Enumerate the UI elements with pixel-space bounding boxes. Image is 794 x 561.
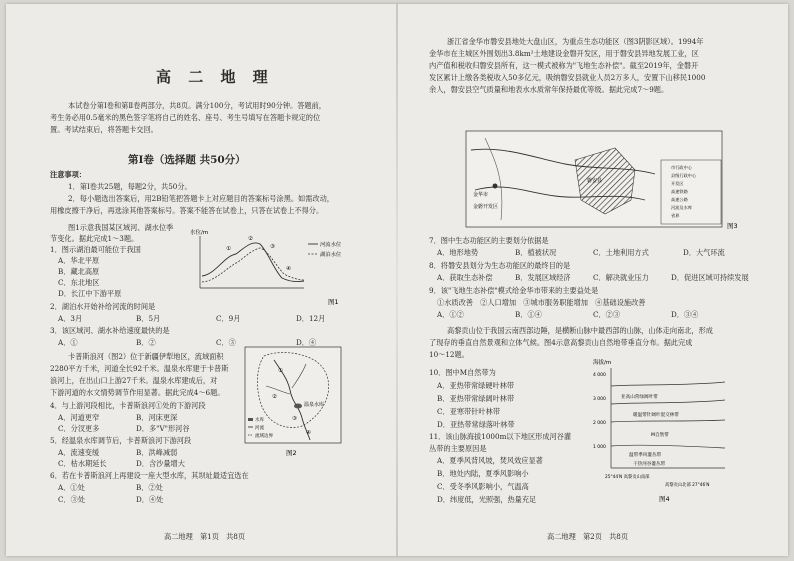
fig1-caption: 图1: [328, 298, 339, 306]
exam-sheet: [6, 4, 788, 556]
intro-line-1: 本试卷分第Ⅰ卷和第Ⅱ卷两部分，共8页。满分100分，考试用时90分钟。答题前，: [68, 101, 326, 110]
q1-option-c: C．东北地区: [58, 278, 100, 287]
q7-option-d: D．大气环流: [683, 248, 725, 257]
fig4-tick-2000: 2 000: [593, 421, 606, 426]
q1-option-a: A．华北平原: [58, 256, 100, 265]
fig4-x-label-south: 25°44′N 高黎贡山南部: [605, 475, 650, 480]
fig3-label-county: 磐安县: [587, 178, 603, 184]
q8-option-d: D．促进区域可持续发展: [671, 273, 749, 282]
fig3-legend: [661, 160, 721, 224]
note-3: 用橡皮擦干净后，再选涂其他答案标号。答案不能答在试卷上，只答在试卷上不得分。: [50, 206, 324, 215]
fig4-intro-1: 高黎贡山位于我国云南西部边陲，是横断山脉中最西部的山脉，山体走向南北，形成: [447, 326, 713, 335]
fig2-marker-4: ④: [306, 430, 311, 436]
q3-option-a: A．①: [58, 338, 78, 347]
fig4-intro-3: 10～12题。: [429, 350, 469, 359]
q2-option-c: C．9月: [216, 314, 241, 323]
fig3-intro-1: 浙江省金华市磐安县地处大盘山区，为重点生态功能区（图3阴影区域）。1994年: [447, 37, 704, 46]
q10-option-c: C．亚寒带针叶林带: [437, 407, 501, 416]
fig1-legend-lake: 湖泊水位: [320, 252, 342, 258]
page-1: [6, 4, 397, 556]
fig2-intro-3: 浪河上，在出山口上游27千米。温泉水库建成后，对: [50, 376, 218, 385]
q4-option-c: C．分汊更多: [58, 424, 100, 433]
fig2-legend-reservoir-swatch: [248, 418, 253, 421]
q8-option-b: B．发展区域经济: [515, 273, 571, 282]
fig4-boundary-3: [611, 420, 725, 422]
fig2-reservoir: [294, 404, 302, 409]
fig4-tick-1000: 1 000: [593, 445, 606, 450]
question-10: 10．图中M自然带为: [429, 368, 496, 377]
notes-title: 注意事项：: [50, 170, 86, 179]
q8-option-c: C．解决就业压力: [593, 273, 649, 282]
fig1-marker-3: ③: [270, 244, 275, 250]
fig2-legend-river: 河流: [255, 426, 264, 431]
q5-option-d: D．含沙量增大: [136, 459, 185, 468]
fig1-river-level-line: [202, 243, 304, 282]
fig1-y-unit: 水位/m: [190, 230, 209, 236]
fig4-boundary-1: [611, 382, 725, 386]
q1-option-d: D．长江中下游平原: [58, 289, 122, 298]
fig4-boundary-2: [611, 400, 725, 404]
q1-option-b: B．藏北高原: [58, 267, 100, 276]
question-1: 1．图示湖泊最可能位于我国: [50, 245, 141, 254]
q6-option-d: D．④处: [136, 495, 164, 504]
fig1-lake-level-line: [202, 248, 304, 282]
fig3-legend-3: 开发区: [671, 181, 684, 186]
q9-option-c: C．②③: [593, 310, 621, 319]
question-4: 4．与上游河段相比，卡普斯浪河①处的下游河段: [50, 401, 206, 410]
fig1-marker-2: ②: [248, 236, 253, 242]
q9-statements: ①水质改善 ②人口增加 ③城市服务职能增加 ④基础设施改善: [437, 298, 646, 307]
question-3: 3．该区域河、湖水补给速度最快的是: [50, 326, 170, 335]
fig4-x-label-north: 高黎贡山北部 27°46′N: [665, 483, 710, 488]
figure-3-map: [465, 130, 747, 230]
exam-title: 高 二 地 理: [156, 68, 274, 86]
fig4-caption: 图4: [659, 495, 670, 503]
question-7: 7．图中生态功能区的主要划分依据是: [429, 236, 549, 245]
q11-option-a: A．夏季风背风坡，焚风效应显著: [437, 456, 543, 465]
q9-option-b: B．①④: [515, 310, 542, 319]
fig2-intro-1: 卡普斯浪河（图2）位于新疆伊犁地区，流域面积: [68, 352, 224, 361]
question-9: 9．该"飞地生态补偿"模式给金华市带来的主要益处是: [429, 286, 599, 295]
q3-option-c: C．③: [216, 338, 236, 347]
q3-option-b: B．②: [136, 338, 156, 347]
fig2-intro-2: 2280平方千米，河道全长92千米。温泉水库建于卡普斯: [50, 364, 229, 373]
q10-option-b: B．亚热带常绿阔叶林带: [437, 394, 515, 403]
fig4-belt-4: 温带季风灌丛带: [629, 453, 662, 458]
fig4-tick-3000: 3 000: [593, 397, 606, 402]
q4-option-a: A．河道更窄: [58, 413, 100, 422]
q2-option-a: A．3月: [58, 314, 83, 323]
figure-1-water-level-chart: [186, 226, 346, 310]
q10-option-d: D．亚热带常绿落叶林带: [437, 420, 515, 429]
fig3-city-marker: [493, 184, 498, 189]
fig2-reservoir-label: 温泉水库: [304, 402, 325, 408]
q7-option-a: A．地形地势: [437, 248, 479, 257]
figure-4-vertical-zones: [593, 356, 731, 504]
q11-option-c: C．受冬季风影响小，气温高: [437, 482, 529, 491]
fig3-intro-4: 发区累计上缴各类税收入50多亿元，吸纳磐安县就业人员2万多人，安置下山移民1000: [429, 73, 706, 82]
fig2-caption: 图2: [286, 449, 297, 457]
q2-option-d: D．12月: [296, 314, 326, 323]
fig4-belt-1: 亚高山常绿阔叶带: [621, 395, 658, 400]
fig1-marker-4: ④: [286, 266, 291, 272]
fig2-intro-4: 下游河道的水文情势调节作用显著。据此完成4～6题。: [50, 388, 225, 397]
q3-option-d: D．④: [296, 338, 317, 347]
question-11-line-2: 丛带的主要原因是: [429, 444, 487, 453]
q9-option-d: D．③④: [671, 310, 699, 319]
question-6: 6．若在卡普斯浪河上再建设一座大型水库，其坝址最适宜选在: [50, 471, 249, 480]
fig3-legend-2: 县级行政中心: [671, 173, 697, 178]
note-1: 1．第Ⅰ卷共25题，每题2分，共50分。: [68, 182, 192, 191]
q6-option-b: B．②处: [136, 483, 163, 492]
q7-option-b: B．植被状况: [515, 248, 557, 257]
question-5: 5．经温泉水库调节后，卡普斯浪河下游河段: [50, 436, 192, 445]
fig4-boundary-4: [611, 445, 725, 448]
fig1-legend-river: 河流水位: [320, 242, 342, 248]
q5-option-a: A．流速变缓: [58, 448, 100, 457]
figure-2-river-map: [244, 346, 342, 458]
fig3-intro-5: 余人，磐安县空气质量和地表水水质常年保持最优等级。据此完成7～9题。: [429, 85, 669, 94]
fig1-intro-1: 图1示意我国某区域河、湖水位季: [68, 223, 174, 232]
q6-option-c: C．③处: [58, 495, 86, 504]
fig2-legend-reservoir: 水库: [255, 418, 264, 423]
fig2-marker-1: ①: [278, 368, 283, 374]
q10-option-a: A．亚热带常绿硬叶林带: [437, 381, 515, 390]
q5-option-b: B．洪峰减弱: [136, 448, 178, 457]
q4-option-b: B．河床更深: [136, 413, 178, 422]
note-2: 2．每小题选出答案后，用2B铅笔把答题卡上对应题目的答案标号涂黑。如需改动，: [68, 194, 334, 203]
q6-option-a: A．①处: [58, 483, 85, 492]
q9-option-a: A．①②: [437, 310, 464, 319]
question-2: 2．湖泊水开始补给河流的时间是: [50, 302, 156, 311]
intro-line-2: 考生务必用0.5毫米的黑色签字笔将自己的姓名、座号、考生号填写在答题卡规定的位: [50, 113, 321, 122]
fig2-marker-2: ②: [272, 394, 277, 400]
fig3-label-zone: 金磐开发区: [473, 204, 499, 210]
q7-option-c: C．土地利用方式: [593, 248, 649, 257]
section-title: 第Ⅰ卷（选择题 共50分）: [128, 154, 246, 166]
intro-line-3: 置。考试结束后，将答题卡交回。: [50, 125, 158, 134]
fig4-belt-2: 暖温带针阔叶混交林带: [633, 413, 679, 418]
page-2: [397, 4, 788, 556]
fig3-intro-2: 金华市在主城区外围划出3.8km²土地建设金磐开发区，用于磐安县异地发展工业，区: [429, 49, 699, 58]
fig3-caption: 图3: [727, 222, 738, 230]
fig4-belt-5: 干热河谷灌丛带: [633, 462, 666, 467]
fig4-y-unit: 海拔/m: [593, 360, 612, 366]
fig3-legend-5: 高速公路: [671, 197, 688, 202]
question-8: 8．将磐安县划分为生态功能区的最终目的是: [429, 261, 571, 270]
fig2-legend-boundary: 流域边界: [255, 434, 273, 439]
q5-option-c: C．枯水期延长: [58, 459, 107, 468]
fig1-intro-2: 节变化。据此完成1～3题。: [50, 234, 139, 243]
footer-page-1: 高二地理 第1页 共8页: [164, 532, 246, 541]
fig4-tick-4000: 4 000: [593, 373, 606, 378]
fig3-legend-1: 市行政中心: [671, 165, 692, 170]
fig2-marker-3: ③: [292, 416, 297, 422]
fig3-legend-4: 高速铁路: [671, 189, 688, 194]
fig3-label-city: 金华市: [473, 192, 489, 198]
q8-option-a: A．获取生态补偿: [437, 273, 493, 282]
fig3-legend-7: 省界: [671, 213, 680, 218]
fig3-legend-6: 河流及水库: [671, 205, 692, 210]
footer-page-2: 高二地理 第2页 共8页: [547, 532, 629, 541]
q4-option-d: D．多"V"形河谷: [136, 424, 190, 433]
q11-option-d: D．纬度低，光照强，热量充足: [437, 495, 537, 504]
fig3-intro-3: 内产值和税收归磐安县所有，这一模式被称为"飞地生态补偿"。截至2019年，金磐开: [429, 61, 699, 70]
q11-option-b: B．地处内陆，夏季风影响小: [437, 469, 529, 478]
q2-option-b: B．5月: [136, 314, 161, 323]
question-11-line-1: 11．该山脉海拔1000m以下地区形成河谷灌: [429, 432, 572, 441]
fig4-intro-2: 了现存的垂直自然景观和立体气候。图4示意高黎贡山自然地带垂直分布。据此完成: [429, 338, 693, 347]
fig1-marker-1: ①: [226, 246, 231, 252]
fig4-belt-3: M自然带: [651, 433, 669, 438]
